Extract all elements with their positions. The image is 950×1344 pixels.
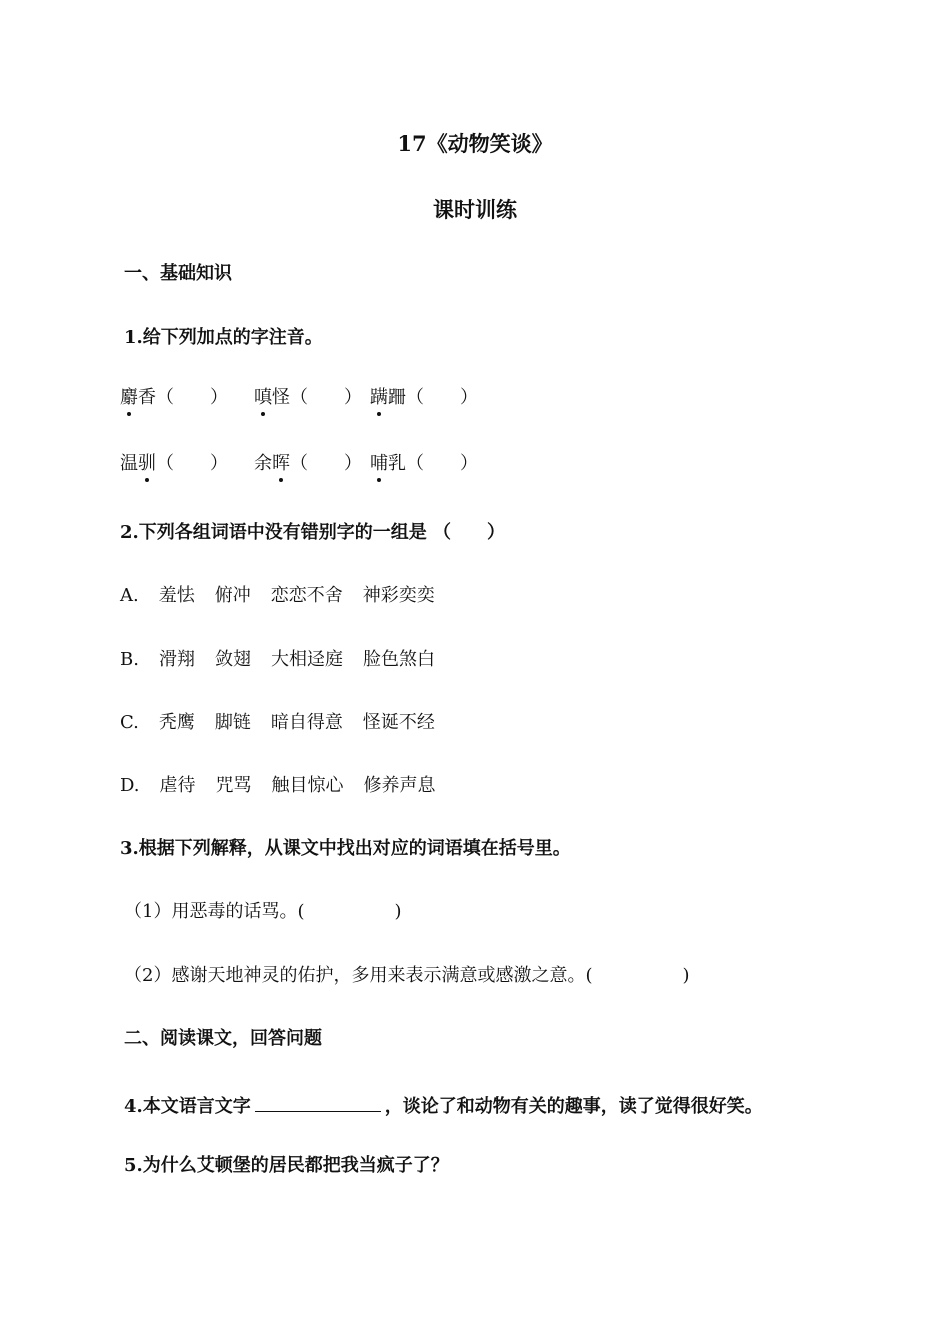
pinyin-item: 温驯（ ） <box>120 453 228 474</box>
question-1-prompt: 1.给下列加点的字注音。 <box>124 327 323 348</box>
document-title: 17《动物笑谈》 <box>397 131 553 156</box>
section-heading-reading: 二、阅读课文，回答问题 <box>124 1028 322 1049</box>
question-1-row-2 <box>120 452 478 476</box>
document-subtitle: 课时训练 <box>433 197 517 222</box>
section-heading-basics: 一、基础知识 <box>124 263 232 284</box>
question-5: 5.为什么艾顿堡的居民都把我当疯子了？ <box>124 1155 449 1176</box>
question-3-item-1: （1）用恶毒的话骂。( ) <box>124 901 402 922</box>
option-a: A. 羞怯 俯冲 恋恋不舍 神彩奕奕 <box>120 585 435 606</box>
question-4: 4.本文语言文字 ，谈论了和动物有关的趣事，读了觉得很好笑。 <box>124 1091 763 1119</box>
pinyin-item: 哺乳（ ） <box>370 453 478 474</box>
question-3-prompt: 3.根据下列解释，从课文中找出对应的词语填在括号里。 <box>120 838 571 859</box>
question-2-prompt: 2.下列各组词语中没有错别字的一组是 （ ） <box>120 522 506 543</box>
question-3-item-2: （2）感谢天地神灵的佑护，多用来表示满意或感激之意。( ) <box>124 965 690 986</box>
pinyin-item: 余晖（ ） <box>254 453 362 474</box>
option-c: C. 秃鹰 脚链 暗自得意 怪诞不经 <box>120 712 435 733</box>
pinyin-item: 蹒跚（ ） <box>370 387 478 408</box>
option-d: D. 虐待 咒骂 触目惊心 修养声息 <box>120 775 436 796</box>
question-1-row-1 <box>120 386 478 410</box>
fill-blank[interactable] <box>255 1091 381 1112</box>
option-b: B. 滑翔 敛翅 大相迳庭 脸色煞白 <box>120 649 435 670</box>
pinyin-item: 麝香（ ） <box>120 387 228 408</box>
pinyin-item: 嗔怪（ ） <box>254 387 362 408</box>
